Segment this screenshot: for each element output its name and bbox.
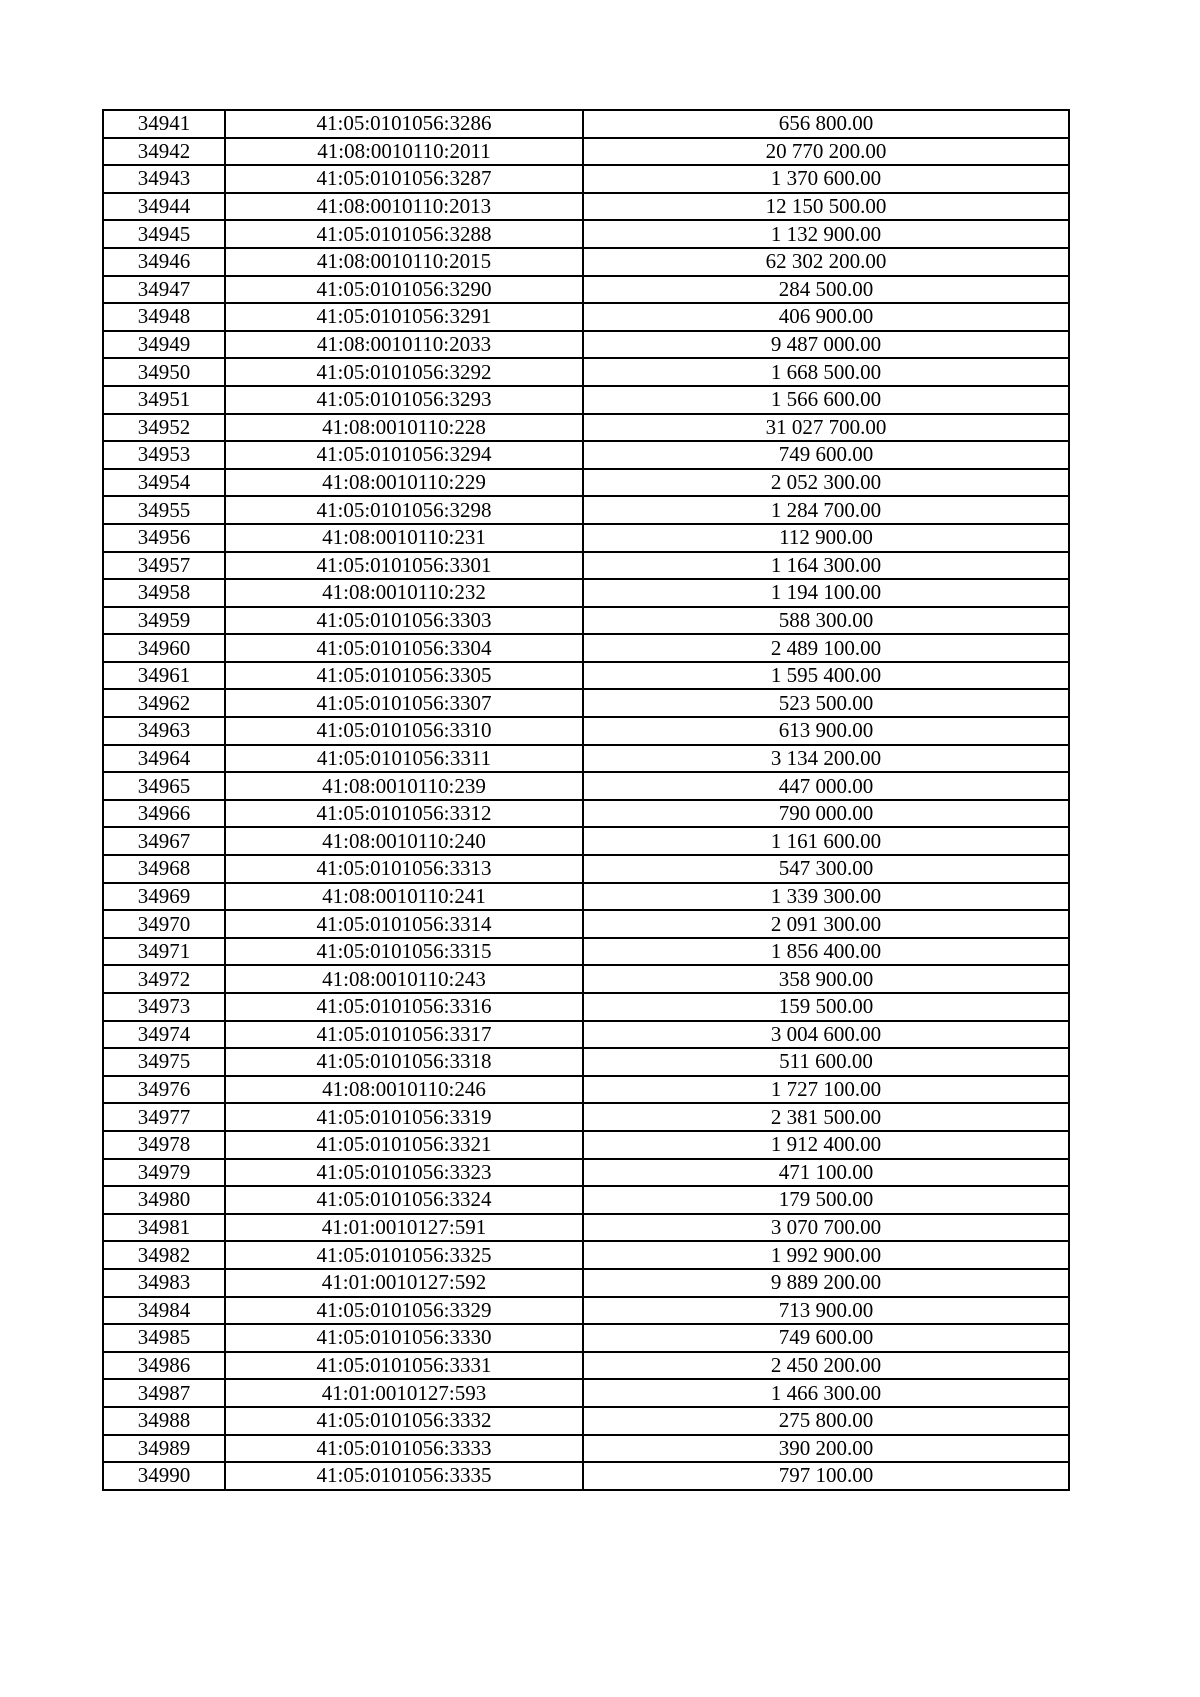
- table-row: [103, 165, 1069, 193]
- table-row: [103, 827, 1069, 855]
- cadastral-value-cell: 159 500.00: [583, 993, 1069, 1021]
- cadastral-number-cell: 41:05:0101056:3301: [225, 552, 583, 580]
- row-number-cell: 34961: [103, 662, 225, 690]
- row-number-cell: 34943: [103, 165, 225, 193]
- row-number-cell: 34954: [103, 469, 225, 497]
- cadastral-value-cell: 1 856 400.00: [583, 938, 1069, 966]
- table-row: [103, 138, 1069, 166]
- cadastral-value-cell: 797 100.00: [583, 1462, 1069, 1490]
- cadastral-number-cell: 41:05:0101056:3317: [225, 1021, 583, 1049]
- cadastral-number-cell: 41:08:0010110:246: [225, 1076, 583, 1104]
- table-row: [103, 1379, 1069, 1407]
- cadastral-number-cell: 41:05:0101056:3290: [225, 276, 583, 304]
- cadastral-number-cell: 41:05:0101056:3303: [225, 607, 583, 635]
- row-number-cell: 34968: [103, 855, 225, 883]
- table-row: [103, 993, 1069, 1021]
- cadastral-value-cell: 511 600.00: [583, 1048, 1069, 1076]
- cadastral-value-cell: 1 466 300.00: [583, 1379, 1069, 1407]
- cadastral-value-cell: 2 052 300.00: [583, 469, 1069, 497]
- cadastral-number-cell: 41:01:0010127:592: [225, 1269, 583, 1297]
- table-row: [103, 1297, 1069, 1325]
- row-number-cell: 34949: [103, 331, 225, 359]
- cadastral-value-cell: 358 900.00: [583, 965, 1069, 993]
- cadastral-value-cell: 1 912 400.00: [583, 1131, 1069, 1159]
- row-number-cell: 34958: [103, 579, 225, 607]
- table-row: [103, 1407, 1069, 1435]
- row-number-cell: 34960: [103, 634, 225, 662]
- row-number-cell: 34945: [103, 220, 225, 248]
- table-row: [103, 1131, 1069, 1159]
- cadastral-number-cell: 41:05:0101056:3332: [225, 1407, 583, 1435]
- table-row: [103, 1352, 1069, 1380]
- cadastral-value-cell: 390 200.00: [583, 1435, 1069, 1463]
- cadastral-value-cell: 20 770 200.00: [583, 138, 1069, 166]
- cadastral-number-cell: 41:08:0010110:240: [225, 827, 583, 855]
- cadastral-value-cell: 1 194 100.00: [583, 579, 1069, 607]
- cadastral-value-cell: 112 900.00: [583, 524, 1069, 552]
- cadastral-value-cell: 1 161 600.00: [583, 827, 1069, 855]
- cadastral-value-cell: 3 134 200.00: [583, 745, 1069, 773]
- table-row: [103, 1324, 1069, 1352]
- table-row: [103, 1186, 1069, 1214]
- cadastral-value-cell: 2 381 500.00: [583, 1103, 1069, 1131]
- table-row: [103, 1269, 1069, 1297]
- table-row: [103, 634, 1069, 662]
- cadastral-value-cell: 1 595 400.00: [583, 662, 1069, 690]
- cadastral-number-cell: 41:05:0101056:3315: [225, 938, 583, 966]
- cadastral-value-cell: 9 487 000.00: [583, 331, 1069, 359]
- row-number-cell: 34976: [103, 1076, 225, 1104]
- cadastral-value-cell: 588 300.00: [583, 607, 1069, 635]
- table-row: [103, 1435, 1069, 1463]
- table-row: [103, 441, 1069, 469]
- table-body: [103, 110, 1069, 1490]
- cadastral-number-cell: 41:05:0101056:3331: [225, 1352, 583, 1380]
- cadastral-value-cell: 2 489 100.00: [583, 634, 1069, 662]
- table-row: [103, 772, 1069, 800]
- cadastral-number-cell: 41:08:0010110:2033: [225, 331, 583, 359]
- table-row: [103, 800, 1069, 828]
- table-row: [103, 469, 1069, 497]
- cadastral-value-cell: 1 370 600.00: [583, 165, 1069, 193]
- table-row: [103, 1159, 1069, 1187]
- row-number-cell: 34948: [103, 303, 225, 331]
- row-number-cell: 34953: [103, 441, 225, 469]
- cadastral-value-cell: 713 900.00: [583, 1297, 1069, 1325]
- row-number-cell: 34956: [103, 524, 225, 552]
- table-row: [103, 386, 1069, 414]
- cadastral-number-cell: 41:05:0101056:3286: [225, 110, 583, 138]
- table-row: [103, 607, 1069, 635]
- cadastral-number-cell: 41:08:0010110:232: [225, 579, 583, 607]
- cadastral-number-cell: 41:05:0101056:3329: [225, 1297, 583, 1325]
- cadastral-number-cell: 41:05:0101056:3325: [225, 1241, 583, 1269]
- row-number-cell: 34977: [103, 1103, 225, 1131]
- cadastral-number-cell: 41:05:0101056:3313: [225, 855, 583, 883]
- table-row: [103, 689, 1069, 717]
- cadastral-number-cell: 41:08:0010110:243: [225, 965, 583, 993]
- table-row: [103, 193, 1069, 221]
- cadastral-value-cell: 406 900.00: [583, 303, 1069, 331]
- table-row: [103, 220, 1069, 248]
- cadastral-number-cell: 41:05:0101056:3293: [225, 386, 583, 414]
- cadastral-value-cell: 749 600.00: [583, 441, 1069, 469]
- row-number-cell: 34967: [103, 827, 225, 855]
- row-number-cell: 34942: [103, 138, 225, 166]
- cadastral-value-cell: 790 000.00: [583, 800, 1069, 828]
- table-row: [103, 552, 1069, 580]
- row-number-cell: 34941: [103, 110, 225, 138]
- cadastral-number-cell: 41:08:0010110:229: [225, 469, 583, 497]
- cadastral-value-cell: 9 889 200.00: [583, 1269, 1069, 1297]
- cadastral-number-cell: 41:05:0101056:3287: [225, 165, 583, 193]
- cadastral-number-cell: 41:08:0010110:2013: [225, 193, 583, 221]
- table-row: [103, 1241, 1069, 1269]
- row-number-cell: 34963: [103, 717, 225, 745]
- row-number-cell: 34973: [103, 993, 225, 1021]
- row-number-cell: 34979: [103, 1159, 225, 1187]
- row-number-cell: 34972: [103, 965, 225, 993]
- table-row: [103, 938, 1069, 966]
- table-row: [103, 414, 1069, 442]
- table-row: [103, 855, 1069, 883]
- row-number-cell: 34982: [103, 1241, 225, 1269]
- table-row: [103, 579, 1069, 607]
- row-number-cell: 34951: [103, 386, 225, 414]
- row-number-cell: 34986: [103, 1352, 225, 1380]
- cadastral-number-cell: 41:08:0010110:2015: [225, 248, 583, 276]
- cadastral-number-cell: 41:05:0101056:3330: [225, 1324, 583, 1352]
- cadastral-number-cell: 41:05:0101056:3335: [225, 1462, 583, 1490]
- table-row: [103, 276, 1069, 304]
- cadastral-number-cell: 41:05:0101056:3323: [225, 1159, 583, 1187]
- cadastral-number-cell: 41:05:0101056:3291: [225, 303, 583, 331]
- cadastral-number-cell: 41:05:0101056:3316: [225, 993, 583, 1021]
- table-row: [103, 717, 1069, 745]
- row-number-cell: 34964: [103, 745, 225, 773]
- row-number-cell: 34983: [103, 1269, 225, 1297]
- row-number-cell: 34966: [103, 800, 225, 828]
- cadastral-value-cell: 179 500.00: [583, 1186, 1069, 1214]
- cadastral-number-cell: 41:05:0101056:3304: [225, 634, 583, 662]
- row-number-cell: 34990: [103, 1462, 225, 1490]
- cadastral-value-cell: 749 600.00: [583, 1324, 1069, 1352]
- row-number-cell: 34978: [103, 1131, 225, 1159]
- table-row: [103, 1103, 1069, 1131]
- cadastral-value-cell: 547 300.00: [583, 855, 1069, 883]
- cadastral-number-cell: 41:05:0101056:3314: [225, 910, 583, 938]
- cadastral-value-table: [102, 109, 1070, 1491]
- cadastral-number-cell: 41:05:0101056:3312: [225, 800, 583, 828]
- table-row: [103, 662, 1069, 690]
- row-number-cell: 34962: [103, 689, 225, 717]
- table-row: [103, 248, 1069, 276]
- cadastral-value-cell: 31 027 700.00: [583, 414, 1069, 442]
- cadastral-number-cell: 41:05:0101056:3294: [225, 441, 583, 469]
- cadastral-value-cell: 1 727 100.00: [583, 1076, 1069, 1104]
- cadastral-number-cell: 41:05:0101056:3307: [225, 689, 583, 717]
- row-number-cell: 34975: [103, 1048, 225, 1076]
- cadastral-value-cell: 62 302 200.00: [583, 248, 1069, 276]
- table-row: [103, 1214, 1069, 1242]
- cadastral-value-cell: 2 450 200.00: [583, 1352, 1069, 1380]
- cadastral-value-cell: 1 566 600.00: [583, 386, 1069, 414]
- cadastral-number-cell: 41:08:0010110:241: [225, 883, 583, 911]
- cadastral-number-cell: 41:05:0101056:3298: [225, 496, 583, 524]
- cadastral-number-cell: 41:05:0101056:3321: [225, 1131, 583, 1159]
- cadastral-number-cell: 41:01:0010127:591: [225, 1214, 583, 1242]
- table-row: [103, 331, 1069, 359]
- row-number-cell: 34980: [103, 1186, 225, 1214]
- cadastral-value-cell: 613 900.00: [583, 717, 1069, 745]
- row-number-cell: 34971: [103, 938, 225, 966]
- cadastral-value-cell: 656 800.00: [583, 110, 1069, 138]
- row-number-cell: 34989: [103, 1435, 225, 1463]
- cadastral-number-cell: 41:05:0101056:3318: [225, 1048, 583, 1076]
- cadastral-number-cell: 41:05:0101056:3288: [225, 220, 583, 248]
- cadastral-number-cell: 41:05:0101056:3305: [225, 662, 583, 690]
- cadastral-value-cell: 2 091 300.00: [583, 910, 1069, 938]
- cadastral-value-cell: 284 500.00: [583, 276, 1069, 304]
- cadastral-number-cell: 41:05:0101056:3311: [225, 745, 583, 773]
- row-number-cell: 34955: [103, 496, 225, 524]
- row-number-cell: 34974: [103, 1021, 225, 1049]
- table-row: [103, 524, 1069, 552]
- table-row: [103, 1076, 1069, 1104]
- table-row: [103, 1021, 1069, 1049]
- cadastral-number-cell: 41:01:0010127:593: [225, 1379, 583, 1407]
- table-row: [103, 358, 1069, 386]
- cadastral-number-cell: 41:08:0010110:228: [225, 414, 583, 442]
- table-row: [103, 496, 1069, 524]
- cadastral-number-cell: 41:08:0010110:2011: [225, 138, 583, 166]
- row-number-cell: 34950: [103, 358, 225, 386]
- cadastral-value-cell: 275 800.00: [583, 1407, 1069, 1435]
- cadastral-value-cell: 3 070 700.00: [583, 1214, 1069, 1242]
- row-number-cell: 34981: [103, 1214, 225, 1242]
- table-row: [103, 110, 1069, 138]
- cadastral-value-cell: 1 992 900.00: [583, 1241, 1069, 1269]
- cadastral-number-cell: 41:08:0010110:231: [225, 524, 583, 552]
- table-row: [103, 965, 1069, 993]
- row-number-cell: 34944: [103, 193, 225, 221]
- cadastral-value-cell: 1 164 300.00: [583, 552, 1069, 580]
- table-row: [103, 910, 1069, 938]
- cadastral-number-cell: 41:05:0101056:3292: [225, 358, 583, 386]
- row-number-cell: 34959: [103, 607, 225, 635]
- table-row: [103, 303, 1069, 331]
- cadastral-number-cell: 41:05:0101056:3333: [225, 1435, 583, 1463]
- table-row: [103, 745, 1069, 773]
- cadastral-number-cell: 41:08:0010110:239: [225, 772, 583, 800]
- table-row: [103, 1048, 1069, 1076]
- row-number-cell: 34965: [103, 772, 225, 800]
- row-number-cell: 34988: [103, 1407, 225, 1435]
- row-number-cell: 34987: [103, 1379, 225, 1407]
- cadastral-number-cell: 41:05:0101056:3310: [225, 717, 583, 745]
- row-number-cell: 34946: [103, 248, 225, 276]
- cadastral-value-cell: 1 339 300.00: [583, 883, 1069, 911]
- cadastral-number-cell: 41:05:0101056:3319: [225, 1103, 583, 1131]
- table-row: [103, 1462, 1069, 1490]
- cadastral-value-cell: 523 500.00: [583, 689, 1069, 717]
- cadastral-value-cell: 471 100.00: [583, 1159, 1069, 1187]
- row-number-cell: 34957: [103, 552, 225, 580]
- cadastral-value-cell: 3 004 600.00: [583, 1021, 1069, 1049]
- row-number-cell: 34969: [103, 883, 225, 911]
- cadastral-value-cell: 1 132 900.00: [583, 220, 1069, 248]
- table-row: [103, 883, 1069, 911]
- row-number-cell: 34952: [103, 414, 225, 442]
- row-number-cell: 34947: [103, 276, 225, 304]
- row-number-cell: 34970: [103, 910, 225, 938]
- cadastral-value-cell: 1 668 500.00: [583, 358, 1069, 386]
- row-number-cell: 34984: [103, 1297, 225, 1325]
- cadastral-value-cell: 1 284 700.00: [583, 496, 1069, 524]
- cadastral-value-cell: 447 000.00: [583, 772, 1069, 800]
- row-number-cell: 34985: [103, 1324, 225, 1352]
- cadastral-value-cell: 12 150 500.00: [583, 193, 1069, 221]
- cadastral-number-cell: 41:05:0101056:3324: [225, 1186, 583, 1214]
